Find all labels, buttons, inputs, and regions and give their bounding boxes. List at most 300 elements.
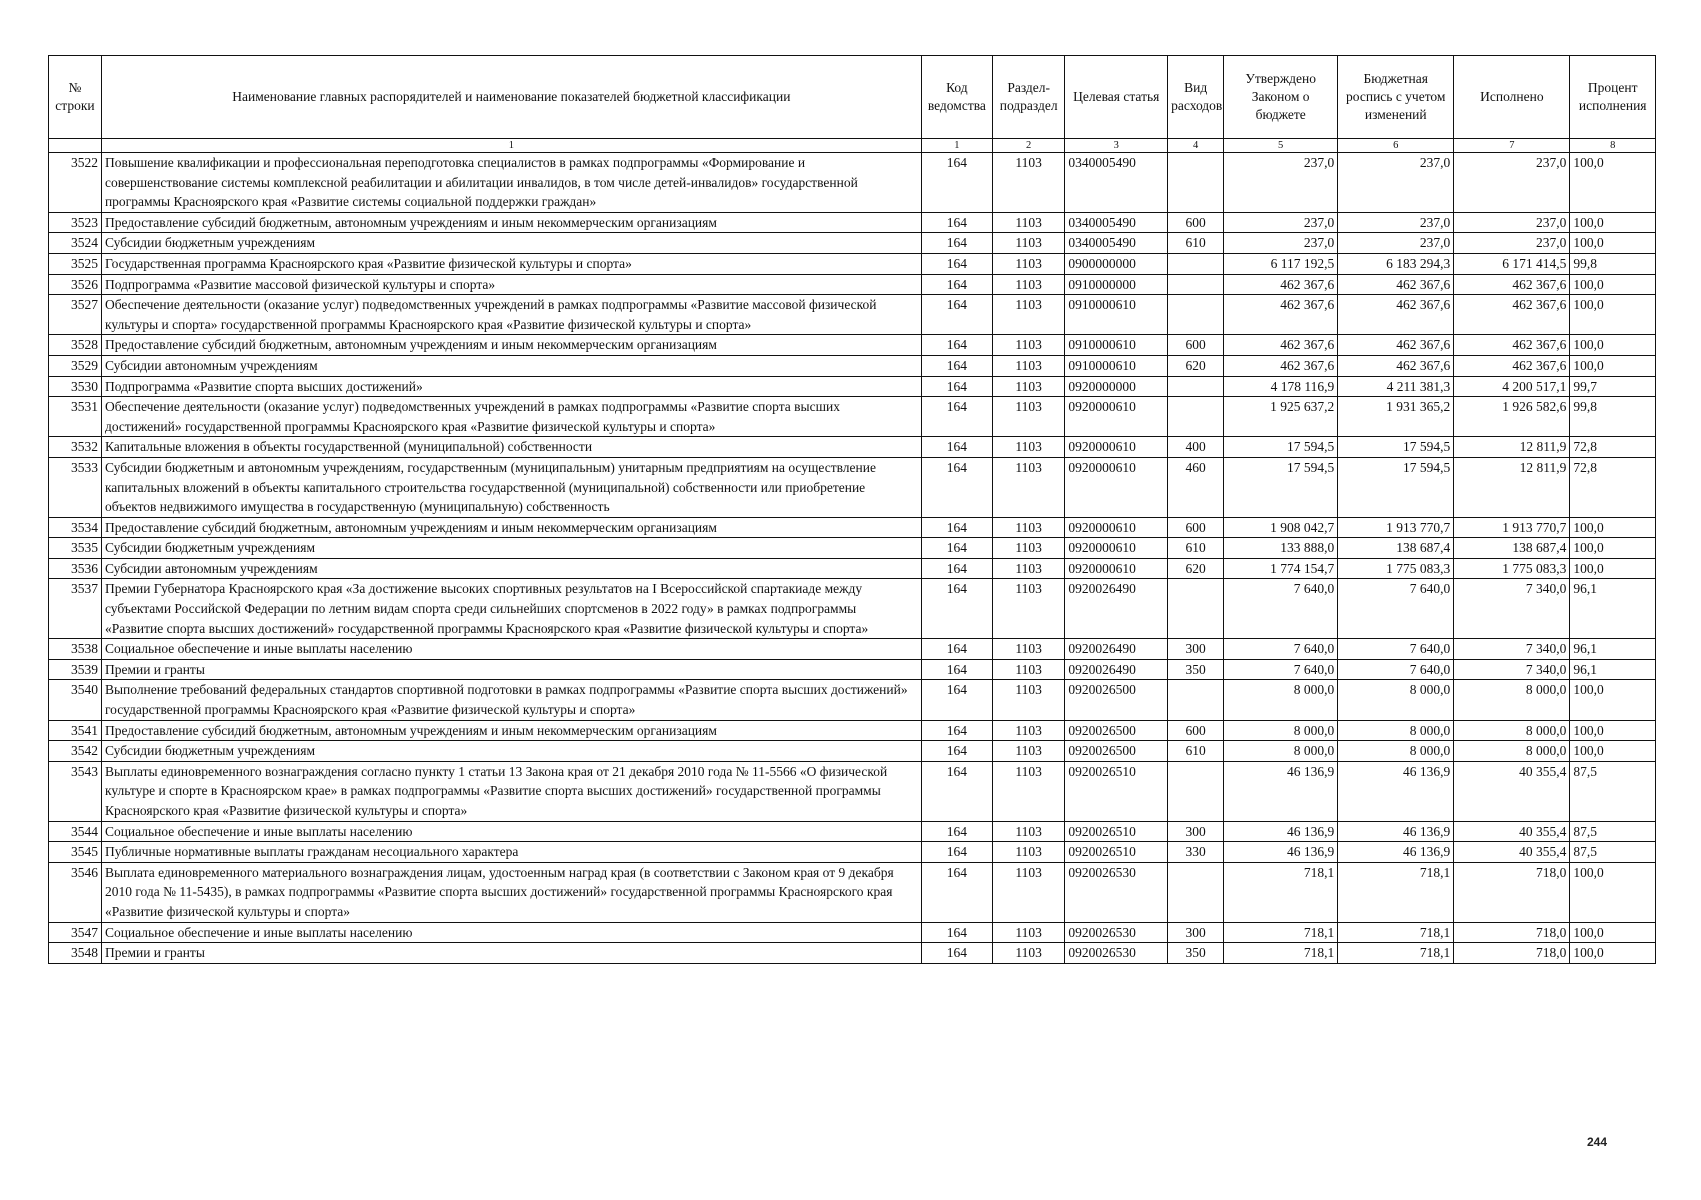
row-exp-type [1168, 862, 1224, 922]
row-target: 0920000610 [1065, 457, 1168, 517]
row-name: Субсидии автономным учреждениям [101, 558, 921, 579]
table-row [49, 741, 1656, 762]
row-percent: 87,5 [1570, 842, 1656, 863]
row-section: 1103 [993, 437, 1065, 458]
row-name: Субсидии автономным учреждениям [101, 355, 921, 376]
row-name: Субсидии бюджетным учреждениям [101, 741, 921, 762]
row-target: 0920026490 [1065, 639, 1168, 660]
table-row [49, 233, 1656, 254]
row-section: 1103 [993, 295, 1065, 335]
row-approved: 17 594,5 [1224, 457, 1338, 517]
row-budget-list: 17 594,5 [1338, 457, 1454, 517]
row-target: 0920000000 [1065, 376, 1168, 397]
row-number: 3537 [49, 579, 102, 639]
row-budget-list: 7 640,0 [1338, 659, 1454, 680]
row-exp-type: 600 [1168, 335, 1224, 356]
row-target: 0920026490 [1065, 659, 1168, 680]
row-percent: 100,0 [1570, 558, 1656, 579]
row-percent: 100,0 [1570, 335, 1656, 356]
col-number: 7 [1454, 139, 1570, 153]
row-budget-list: 718,1 [1338, 862, 1454, 922]
row-approved: 8 000,0 [1224, 720, 1338, 741]
row-approved: 7 640,0 [1224, 639, 1338, 660]
row-budget-list: 46 136,9 [1338, 761, 1454, 821]
row-target: 0920000610 [1065, 397, 1168, 437]
row-approved: 462 367,6 [1224, 295, 1338, 335]
row-executed: 237,0 [1454, 212, 1570, 233]
row-section: 1103 [993, 212, 1065, 233]
row-approved: 46 136,9 [1224, 761, 1338, 821]
row-section: 1103 [993, 659, 1065, 680]
budget-execution-table [48, 55, 1656, 964]
row-executed: 462 367,6 [1454, 355, 1570, 376]
row-executed: 1 775 083,3 [1454, 558, 1570, 579]
row-number: 3544 [49, 821, 102, 842]
row-exp-type [1168, 153, 1224, 213]
row-target: 0910000610 [1065, 335, 1168, 356]
row-budget-list: 237,0 [1338, 233, 1454, 254]
row-budget-list: 7 640,0 [1338, 639, 1454, 660]
row-section: 1103 [993, 233, 1065, 254]
row-percent: 100,0 [1570, 922, 1656, 943]
row-name: Социальное обеспечение и иные выплаты населению [101, 821, 921, 842]
row-executed: 7 340,0 [1454, 659, 1570, 680]
row-executed: 718,0 [1454, 922, 1570, 943]
row-target: 0920000610 [1065, 517, 1168, 538]
row-percent: 100,0 [1570, 862, 1656, 922]
row-budget-list: 8 000,0 [1338, 720, 1454, 741]
row-dept-code: 164 [921, 517, 992, 538]
row-approved: 1 908 042,7 [1224, 517, 1338, 538]
table-row [49, 295, 1656, 335]
row-budget-list: 17 594,5 [1338, 437, 1454, 458]
row-percent: 72,8 [1570, 437, 1656, 458]
table-row [49, 943, 1656, 964]
row-percent: 96,1 [1570, 579, 1656, 639]
row-exp-type: 300 [1168, 639, 1224, 660]
row-approved: 237,0 [1224, 233, 1338, 254]
row-executed: 462 367,6 [1454, 295, 1570, 335]
row-budget-list: 1 775 083,3 [1338, 558, 1454, 579]
row-section: 1103 [993, 274, 1065, 295]
col-number: 2 [993, 139, 1065, 153]
row-dept-code: 164 [921, 437, 992, 458]
row-percent: 100,0 [1570, 233, 1656, 254]
row-exp-type: 600 [1168, 517, 1224, 538]
col-number: 1 [921, 139, 992, 153]
row-dept-code: 164 [921, 335, 992, 356]
row-percent: 100,0 [1570, 274, 1656, 295]
row-budget-list: 4 211 381,3 [1338, 376, 1454, 397]
row-dept-code: 164 [921, 741, 992, 762]
table-row [49, 335, 1656, 356]
row-budget-list: 8 000,0 [1338, 741, 1454, 762]
row-executed: 40 355,4 [1454, 761, 1570, 821]
row-executed: 718,0 [1454, 862, 1570, 922]
col-number: 5 [1224, 139, 1338, 153]
row-name: Субсидии бюджетным и автономным учреждениям, государственным (муниципальным) унитарным предприятиям на осуществление капитальных вложений в объекты капитального строительства государственной (муниципальной) собственности или приобретение объектов недвижимого имущества в государственную (муниципальную) собственность [101, 457, 921, 517]
row-executed: 1 926 582,6 [1454, 397, 1570, 437]
row-dept-code: 164 [921, 943, 992, 964]
table-row [49, 821, 1656, 842]
table-row [49, 842, 1656, 863]
table-row [49, 274, 1656, 295]
row-executed: 237,0 [1454, 153, 1570, 213]
row-percent: 100,0 [1570, 153, 1656, 213]
row-dept-code: 164 [921, 720, 992, 741]
row-budget-list: 237,0 [1338, 212, 1454, 233]
row-percent: 99,8 [1570, 253, 1656, 274]
row-target: 0920026510 [1065, 842, 1168, 863]
row-section: 1103 [993, 842, 1065, 863]
row-number: 3529 [49, 355, 102, 376]
row-target: 0900000000 [1065, 253, 1168, 274]
row-executed: 462 367,6 [1454, 335, 1570, 356]
row-number: 3548 [49, 943, 102, 964]
row-exp-type: 400 [1168, 437, 1224, 458]
row-number: 3547 [49, 922, 102, 943]
row-percent: 100,0 [1570, 538, 1656, 559]
row-percent: 100,0 [1570, 720, 1656, 741]
row-number: 3523 [49, 212, 102, 233]
row-target: 0920026510 [1065, 761, 1168, 821]
row-section: 1103 [993, 821, 1065, 842]
row-exp-type: 600 [1168, 212, 1224, 233]
row-percent: 96,1 [1570, 639, 1656, 660]
row-executed: 12 811,9 [1454, 437, 1570, 458]
row-budget-list: 46 136,9 [1338, 821, 1454, 842]
row-section: 1103 [993, 538, 1065, 559]
row-approved: 46 136,9 [1224, 842, 1338, 863]
row-dept-code: 164 [921, 253, 992, 274]
row-budget-list: 8 000,0 [1338, 680, 1454, 720]
row-dept-code: 164 [921, 842, 992, 863]
row-target: 0920026500 [1065, 680, 1168, 720]
row-target: 0910000610 [1065, 295, 1168, 335]
table-row [49, 639, 1656, 660]
row-approved: 7 640,0 [1224, 659, 1338, 680]
row-target: 0920000610 [1065, 558, 1168, 579]
row-target: 0920026500 [1065, 741, 1168, 762]
row-approved: 6 117 192,5 [1224, 253, 1338, 274]
row-exp-type [1168, 397, 1224, 437]
row-number: 3522 [49, 153, 102, 213]
row-target: 0910000610 [1065, 355, 1168, 376]
table-row [49, 457, 1656, 517]
row-number: 3545 [49, 842, 102, 863]
row-section: 1103 [993, 943, 1065, 964]
row-exp-type: 600 [1168, 720, 1224, 741]
row-target: 0920026530 [1065, 943, 1168, 964]
table-row [49, 517, 1656, 538]
row-percent: 72,8 [1570, 457, 1656, 517]
column-number-row [49, 139, 1656, 153]
row-dept-code: 164 [921, 457, 992, 517]
col-number: 3 [1065, 139, 1168, 153]
row-approved: 237,0 [1224, 153, 1338, 213]
row-name: Субсидии бюджетным учреждениям [101, 233, 921, 254]
row-name: Обеспечение деятельности (оказание услуг) подведомственных учреждений в рамках подпрограммы «Развитие спорта высших достижений» государственной программы Красноярского края «Развитие физической культуры и спорта» [101, 397, 921, 437]
row-dept-code: 164 [921, 212, 992, 233]
row-exp-type: 620 [1168, 558, 1224, 579]
row-section: 1103 [993, 153, 1065, 213]
row-dept-code: 164 [921, 862, 992, 922]
row-number: 3532 [49, 437, 102, 458]
row-percent: 100,0 [1570, 212, 1656, 233]
row-target: 0920000610 [1065, 538, 1168, 559]
row-name: Предоставление субсидий бюджетным, автономным учреждениям и иным некоммерческим организациям [101, 517, 921, 538]
row-executed: 6 171 414,5 [1454, 253, 1570, 274]
row-percent: 99,8 [1570, 397, 1656, 437]
row-percent: 100,0 [1570, 741, 1656, 762]
row-dept-code: 164 [921, 376, 992, 397]
table-row [49, 761, 1656, 821]
row-name: Подпрограмма «Развитие массовой физической культуры и спорта» [101, 274, 921, 295]
row-dept-code: 164 [921, 558, 992, 579]
row-section: 1103 [993, 558, 1065, 579]
header-budget-list: Бюджетная роспись с учетом изменений [1338, 56, 1454, 139]
row-number: 3546 [49, 862, 102, 922]
row-exp-type: 300 [1168, 922, 1224, 943]
header-exp-type: Вид расходов [1168, 56, 1224, 139]
row-name: Повышение квалификации и профессиональная переподготовка специалистов в рамках подпрограммы «Формирование и совершенствование системы комплексной реабилитации и абилитации инвалидов, в том числе детей-инвалидов» государственной программы Красноярского края «Развитие системы социальной поддержки граждан» [101, 153, 921, 213]
row-target: 0920026490 [1065, 579, 1168, 639]
report-page [48, 55, 1656, 964]
row-name: Премии и гранты [101, 943, 921, 964]
row-dept-code: 164 [921, 680, 992, 720]
table-row [49, 397, 1656, 437]
row-budget-list: 237,0 [1338, 153, 1454, 213]
row-dept-code: 164 [921, 274, 992, 295]
row-target: 0920026500 [1065, 720, 1168, 741]
row-percent: 100,0 [1570, 943, 1656, 964]
row-section: 1103 [993, 457, 1065, 517]
table-row [49, 659, 1656, 680]
row-percent: 87,5 [1570, 761, 1656, 821]
row-name: Обеспечение деятельности (оказание услуг) подведомственных учреждений в рамках подпрограммы «Развитие массовой физической культуры и спорта» государственной программы Красноярского края «Развитие физической культуры и спорта» [101, 295, 921, 335]
row-section: 1103 [993, 761, 1065, 821]
row-percent: 96,1 [1570, 659, 1656, 680]
row-dept-code: 164 [921, 821, 992, 842]
table-row [49, 253, 1656, 274]
row-exp-type: 330 [1168, 842, 1224, 863]
table-row [49, 680, 1656, 720]
row-target: 0340005490 [1065, 153, 1168, 213]
header-target: Целевая статья [1065, 56, 1168, 139]
row-approved: 718,1 [1224, 922, 1338, 943]
row-dept-code: 164 [921, 538, 992, 559]
row-percent: 99,7 [1570, 376, 1656, 397]
table-row [49, 355, 1656, 376]
row-exp-type [1168, 295, 1224, 335]
row-percent: 100,0 [1570, 517, 1656, 538]
row-executed: 718,0 [1454, 943, 1570, 964]
row-approved: 237,0 [1224, 212, 1338, 233]
row-dept-code: 164 [921, 233, 992, 254]
row-exp-type [1168, 761, 1224, 821]
row-name: Капитальные вложения в объекты государственной (муниципальной) собственности [101, 437, 921, 458]
table-row [49, 922, 1656, 943]
row-number: 3527 [49, 295, 102, 335]
row-approved: 1 925 637,2 [1224, 397, 1338, 437]
row-section: 1103 [993, 335, 1065, 356]
row-name: Выплата единовременного материального вознаграждения лицам, удостоенным наград края (в соответствии с Законом края от 9 декабря 2010 года № 11-5435), в рамках подпрограммы «Развитие спорта высших достижений» государственной программы Красноярского края «Развитие физической культуры и спорта» [101, 862, 921, 922]
row-budget-list: 7 640,0 [1338, 579, 1454, 639]
row-approved: 718,1 [1224, 862, 1338, 922]
row-section: 1103 [993, 253, 1065, 274]
row-budget-list: 718,1 [1338, 922, 1454, 943]
row-executed: 237,0 [1454, 233, 1570, 254]
row-name: Премии и гранты [101, 659, 921, 680]
table-row [49, 538, 1656, 559]
row-executed: 40 355,4 [1454, 842, 1570, 863]
header-name: Наименование главных распорядителей и наименование показателей бюджетной классификации [101, 56, 921, 139]
row-budget-list: 718,1 [1338, 943, 1454, 964]
header-section: Раздел-подраздел [993, 56, 1065, 139]
table-row [49, 579, 1656, 639]
table-body [49, 153, 1656, 964]
row-dept-code: 164 [921, 355, 992, 376]
row-approved: 133 888,0 [1224, 538, 1338, 559]
row-executed: 4 200 517,1 [1454, 376, 1570, 397]
row-percent: 87,5 [1570, 821, 1656, 842]
table-header [49, 56, 1656, 153]
table-row [49, 558, 1656, 579]
row-number: 3541 [49, 720, 102, 741]
row-approved: 462 367,6 [1224, 335, 1338, 356]
row-section: 1103 [993, 680, 1065, 720]
row-target: 0920026510 [1065, 821, 1168, 842]
row-dept-code: 164 [921, 579, 992, 639]
row-section: 1103 [993, 862, 1065, 922]
row-budget-list: 1 913 770,7 [1338, 517, 1454, 538]
row-dept-code: 164 [921, 295, 992, 335]
row-section: 1103 [993, 376, 1065, 397]
row-exp-type: 610 [1168, 538, 1224, 559]
row-name: Государственная программа Красноярского края «Развитие физической культуры и спорта» [101, 253, 921, 274]
row-exp-type: 350 [1168, 943, 1224, 964]
row-executed: 7 340,0 [1454, 639, 1570, 660]
row-number: 3524 [49, 233, 102, 254]
row-section: 1103 [993, 741, 1065, 762]
row-executed: 138 687,4 [1454, 538, 1570, 559]
row-exp-type [1168, 253, 1224, 274]
header-percent: Процент исполнения [1570, 56, 1656, 139]
row-number: 3526 [49, 274, 102, 295]
row-section: 1103 [993, 720, 1065, 741]
row-number: 3530 [49, 376, 102, 397]
row-approved: 8 000,0 [1224, 741, 1338, 762]
row-executed: 8 000,0 [1454, 680, 1570, 720]
row-dept-code: 164 [921, 397, 992, 437]
row-target: 0910000000 [1065, 274, 1168, 295]
page-number: 244 [1587, 1135, 1608, 1149]
row-budget-list: 462 367,6 [1338, 335, 1454, 356]
row-budget-list: 138 687,4 [1338, 538, 1454, 559]
row-name: Предоставление субсидий бюджетным, автономным учреждениям и иным некоммерческим организациям [101, 335, 921, 356]
row-percent: 100,0 [1570, 355, 1656, 376]
row-target: 0340005490 [1065, 233, 1168, 254]
row-budget-list: 1 931 365,2 [1338, 397, 1454, 437]
row-section: 1103 [993, 355, 1065, 376]
row-executed: 7 340,0 [1454, 579, 1570, 639]
row-percent: 100,0 [1570, 295, 1656, 335]
row-name: Предоставление субсидий бюджетным, автономным учреждениям и иным некоммерческим организациям [101, 212, 921, 233]
row-target: 0920026530 [1065, 862, 1168, 922]
row-number: 3533 [49, 457, 102, 517]
row-approved: 462 367,6 [1224, 355, 1338, 376]
row-approved: 17 594,5 [1224, 437, 1338, 458]
row-budget-list: 462 367,6 [1338, 295, 1454, 335]
row-number: 3525 [49, 253, 102, 274]
row-dept-code: 164 [921, 639, 992, 660]
row-dept-code: 164 [921, 659, 992, 680]
row-executed: 40 355,4 [1454, 821, 1570, 842]
row-exp-type [1168, 680, 1224, 720]
row-budget-list: 6 183 294,3 [1338, 253, 1454, 274]
row-exp-type [1168, 274, 1224, 295]
col-number: 4 [1168, 139, 1224, 153]
row-target: 0920026530 [1065, 922, 1168, 943]
row-exp-type: 300 [1168, 821, 1224, 842]
row-name: Подпрограмма «Развитие спорта высших достижений» [101, 376, 921, 397]
row-number: 3535 [49, 538, 102, 559]
header-approved: Утверждено Законом о бюджете [1224, 56, 1338, 139]
row-approved: 4 178 116,9 [1224, 376, 1338, 397]
row-approved: 718,1 [1224, 943, 1338, 964]
row-approved: 46 136,9 [1224, 821, 1338, 842]
row-approved: 7 640,0 [1224, 579, 1338, 639]
row-exp-type: 350 [1168, 659, 1224, 680]
row-section: 1103 [993, 517, 1065, 538]
col-number: 1 [101, 139, 921, 153]
table-row [49, 153, 1656, 213]
row-number: 3536 [49, 558, 102, 579]
row-exp-type: 610 [1168, 741, 1224, 762]
row-name: Социальное обеспечение и иные выплаты населению [101, 922, 921, 943]
row-number: 3531 [49, 397, 102, 437]
row-section: 1103 [993, 397, 1065, 437]
row-name: Выполнение требований федеральных стандартов спортивной подготовки в рамках подпрограммы «Развитие спорта высших достижений» государственной программы Красноярского края «Развитие физической культуры и спорта» [101, 680, 921, 720]
row-approved: 1 774 154,7 [1224, 558, 1338, 579]
row-approved: 462 367,6 [1224, 274, 1338, 295]
row-exp-type: 620 [1168, 355, 1224, 376]
row-executed: 462 367,6 [1454, 274, 1570, 295]
row-executed: 12 811,9 [1454, 457, 1570, 517]
row-number: 3542 [49, 741, 102, 762]
row-exp-type: 460 [1168, 457, 1224, 517]
table-row [49, 376, 1656, 397]
row-name: Публичные нормативные выплаты гражданам несоциального характера [101, 842, 921, 863]
table-row [49, 212, 1656, 233]
row-name: Предоставление субсидий бюджетным, автономным учреждениям и иным некоммерческим организациям [101, 720, 921, 741]
header-dept-code: Код ведомства [921, 56, 992, 139]
row-exp-type [1168, 579, 1224, 639]
row-budget-list: 462 367,6 [1338, 274, 1454, 295]
col-number: 6 [1338, 139, 1454, 153]
row-approved: 8 000,0 [1224, 680, 1338, 720]
row-number: 3540 [49, 680, 102, 720]
row-number: 3528 [49, 335, 102, 356]
row-number: 3539 [49, 659, 102, 680]
row-executed: 8 000,0 [1454, 720, 1570, 741]
col-number [49, 139, 102, 153]
row-budget-list: 462 367,6 [1338, 355, 1454, 376]
row-section: 1103 [993, 579, 1065, 639]
row-section: 1103 [993, 922, 1065, 943]
row-number: 3543 [49, 761, 102, 821]
row-section: 1103 [993, 639, 1065, 660]
